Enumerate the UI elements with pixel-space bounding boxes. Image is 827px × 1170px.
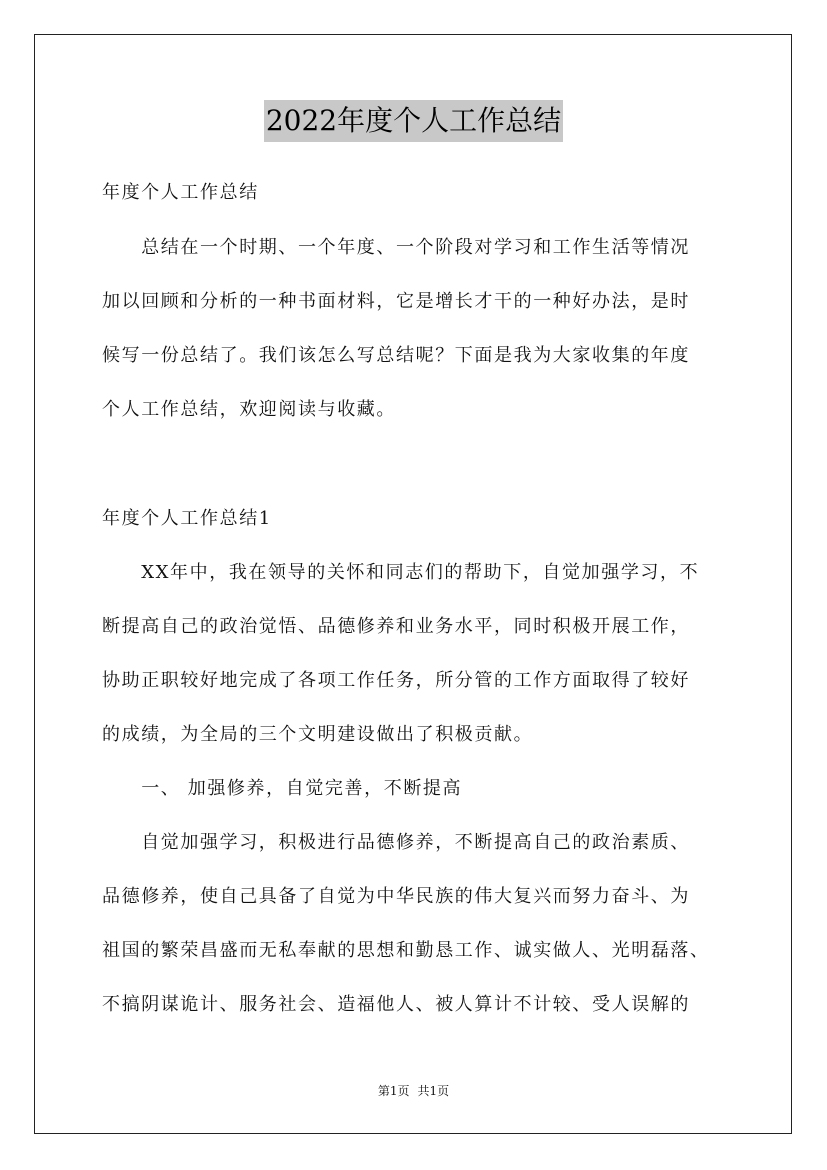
paragraph-line: 自觉加强学习，积极进行品德修养，不断提高自己的政治素质、 <box>102 832 690 853</box>
paragraph-line: 加以回顾和分析的一种书面材料，它是增长才干的一种好办法，是时 <box>102 291 690 312</box>
paragraph-line: 的成绩，为全局的三个文明建设做出了积极贡献。 <box>102 724 534 745</box>
paragraph-line: 协助正职较好地完成了各项工作任务，所分管的工作方面取得了较好 <box>102 670 690 691</box>
document-title: 2022年度个人工作总结 <box>264 100 563 142</box>
paragraph-line: 品德修养，使自己具备了自觉为中华民族的伟大复兴而努力奋斗、为 <box>102 886 690 907</box>
paragraph-line: 断提高自己的政治觉悟、品德修养和业务水平，同时积极开展工作， <box>102 616 690 637</box>
paragraph-line: 总结在一个时期、一个年度、一个阶段对学习和工作生活等情况 <box>102 237 690 258</box>
subsection-heading: 一、 加强修养，自觉完善，不断提高 <box>102 778 463 799</box>
section-heading: 年度个人工作总结 <box>102 182 259 203</box>
paragraph-line: XX年中，我在领导的关怀和同志们的帮助下，自觉加强学习，不 <box>102 562 700 583</box>
document-title-container <box>0 100 827 142</box>
paragraph-line: 不搞阴谋诡计、服务社会、造福他人、被人算计不计较、受人误解的 <box>102 994 690 1015</box>
page-number: 第1页 <box>377 1084 410 1098</box>
page-footer <box>0 1082 827 1100</box>
page-total: 共1页 <box>417 1084 450 1098</box>
paragraph-line: 个人工作总结，欢迎阅读与收藏。 <box>102 399 396 420</box>
paragraph-line: 候写一份总结了。我们该怎么写总结呢？下面是我为大家收集的年度 <box>102 345 690 366</box>
section-heading: 年度个人工作总结1 <box>102 508 272 529</box>
paragraph-line: 祖国的繁荣昌盛而无私奉献的思想和勤恳工作、诚实做人、光明磊落、 <box>102 940 710 961</box>
